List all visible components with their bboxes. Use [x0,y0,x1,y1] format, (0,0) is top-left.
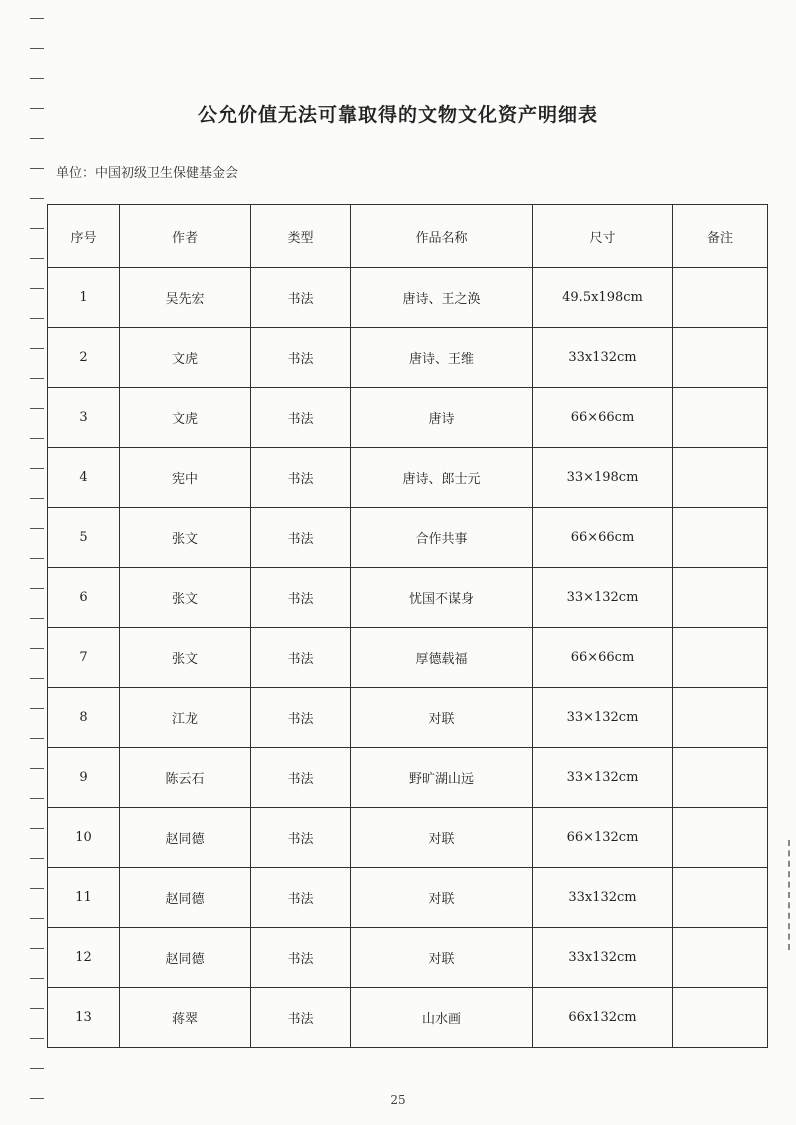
cell-author: 张文 [120,628,251,688]
cell-work-title: 野旷湖山远 [351,748,533,808]
cell-index: 5 [48,508,120,568]
cell-author: 赵同德 [120,868,251,928]
cell-index: 1 [48,268,120,328]
cell-size: 33×132cm [533,568,673,628]
cell-author: 蒋翠 [120,988,251,1048]
cell-remarks [673,688,768,748]
binding-tick [30,48,44,49]
cell-work-title: 合作共事 [351,508,533,568]
binding-tick [30,198,44,199]
binding-tick [30,498,44,499]
unit-label: 单位： [56,166,96,181]
cell-author: 张文 [120,568,251,628]
binding-tick [30,648,44,649]
binding-tick [30,1038,44,1039]
table-row [48,388,768,448]
binding-tick [30,168,44,169]
cell-work-title: 对联 [351,808,533,868]
table-header-row [48,205,768,268]
cell-work-title: 对联 [351,928,533,988]
page-title: 公允价值无法可靠取得的文物文化资产明细表 [197,104,598,126]
cell-remarks [673,388,768,448]
cell-type: 书法 [251,808,351,868]
cell-size: 33×132cm [533,748,673,808]
binding-tick [30,678,44,679]
cell-type: 书法 [251,268,351,328]
cell-index: 6 [48,568,120,628]
cell-index: 11 [48,868,120,928]
binding-tick [30,978,44,979]
binding-tick [30,798,44,799]
binding-tick [30,1068,44,1069]
cell-type: 书法 [251,748,351,808]
binding-tick [30,138,44,139]
table-row [48,508,768,568]
binding-tick [30,258,44,259]
cell-remarks [673,868,768,928]
cell-work-title: 唐诗 [351,388,533,448]
cell-author: 文虎 [120,388,251,448]
table-row [48,268,768,328]
binding-tick [30,348,44,349]
cell-type: 书法 [251,628,351,688]
cell-type: 书法 [251,688,351,748]
cell-size: 66×132cm [533,808,673,868]
cell-work-title: 厚德载福 [351,628,533,688]
cell-remarks [673,448,768,508]
cell-work-title: 山水画 [351,988,533,1048]
table-row [48,988,768,1048]
binding-tick [30,408,44,409]
asset-detail-table [47,204,768,1048]
table-row [48,928,768,988]
cell-type: 书法 [251,988,351,1048]
cell-index: 4 [48,448,120,508]
cell-remarks [673,928,768,988]
cell-size: 66x132cm [533,988,673,1048]
cell-author: 江龙 [120,688,251,748]
header-size: 尺寸 [533,205,673,268]
header-remarks: 备注 [673,205,768,268]
cell-remarks [673,748,768,808]
unit-line [56,162,238,181]
cell-remarks [673,568,768,628]
cell-work-title: 忧国不谋身 [351,568,533,628]
binding-tick [30,228,44,229]
cell-index: 8 [48,688,120,748]
cell-size: 33x132cm [533,868,673,928]
cell-type: 书法 [251,328,351,388]
cell-index: 9 [48,748,120,808]
binding-tick [30,438,44,439]
cell-index: 12 [48,928,120,988]
cell-type: 书法 [251,868,351,928]
page-number: 25 [390,1093,406,1107]
binding-tick [30,1008,44,1009]
cell-index: 3 [48,388,120,448]
cell-size: 49.5x198cm [533,268,673,328]
table-row [48,448,768,508]
cell-index: 10 [48,808,120,868]
cell-index: 2 [48,328,120,388]
cell-author: 赵同德 [120,928,251,988]
table-row [48,568,768,628]
table-row [48,748,768,808]
cell-type: 书法 [251,928,351,988]
binding-tick [30,468,44,469]
cell-size: 66×66cm [533,388,673,448]
cell-index: 13 [48,988,120,1048]
cell-work-title: 唐诗、王之涣 [351,268,533,328]
cell-remarks [673,328,768,388]
cell-type: 书法 [251,508,351,568]
header-index: 序号 [48,205,120,268]
header-type: 类型 [251,205,351,268]
cell-size: 66×66cm [533,628,673,688]
binding-tick [30,588,44,589]
cell-type: 书法 [251,388,351,448]
cell-remarks [673,628,768,688]
cell-remarks [673,508,768,568]
cell-size: 66×66cm [533,508,673,568]
cell-author: 张文 [120,508,251,568]
cell-work-title: 唐诗、王维 [351,328,533,388]
table-row [48,328,768,388]
header-author: 作者 [120,205,251,268]
binding-tick [30,858,44,859]
cell-author: 宪中 [120,448,251,508]
cell-remarks [673,988,768,1048]
cell-author: 文虎 [120,328,251,388]
cell-author: 陈云石 [120,748,251,808]
binding-tick [30,378,44,379]
table-row [48,868,768,928]
header-work-title: 作品名称 [351,205,533,268]
cell-index: 7 [48,628,120,688]
cell-author: 吴先宏 [120,268,251,328]
binding-tick [30,768,44,769]
binding-tick [30,558,44,559]
cell-size: 33x132cm [533,328,673,388]
cell-author: 赵同德 [120,808,251,868]
table-row [48,808,768,868]
binding-tick [30,288,44,289]
binding-tick [30,708,44,709]
binding-tick [30,738,44,739]
binding-tick [30,78,44,79]
cell-work-title: 唐诗、郎士元 [351,448,533,508]
cell-work-title: 对联 [351,688,533,748]
scan-edge-mark [788,840,796,950]
cell-work-title: 对联 [351,868,533,928]
cell-type: 书法 [251,448,351,508]
binding-tick [30,18,44,19]
binding-tick [30,318,44,319]
binding-tick [30,888,44,889]
cell-size: 33×132cm [533,688,673,748]
binding-tick [30,948,44,949]
unit-name: 中国初级卫生保健基金会 [95,166,239,181]
binding-tick [30,828,44,829]
cell-size: 33×198cm [533,448,673,508]
table-row [48,628,768,688]
binding-tick [30,528,44,529]
binding-tick [30,918,44,919]
table-row [48,688,768,748]
cell-size: 33x132cm [533,928,673,988]
cell-remarks [673,268,768,328]
cell-type: 书法 [251,568,351,628]
binding-tick [30,618,44,619]
cell-remarks [673,808,768,868]
